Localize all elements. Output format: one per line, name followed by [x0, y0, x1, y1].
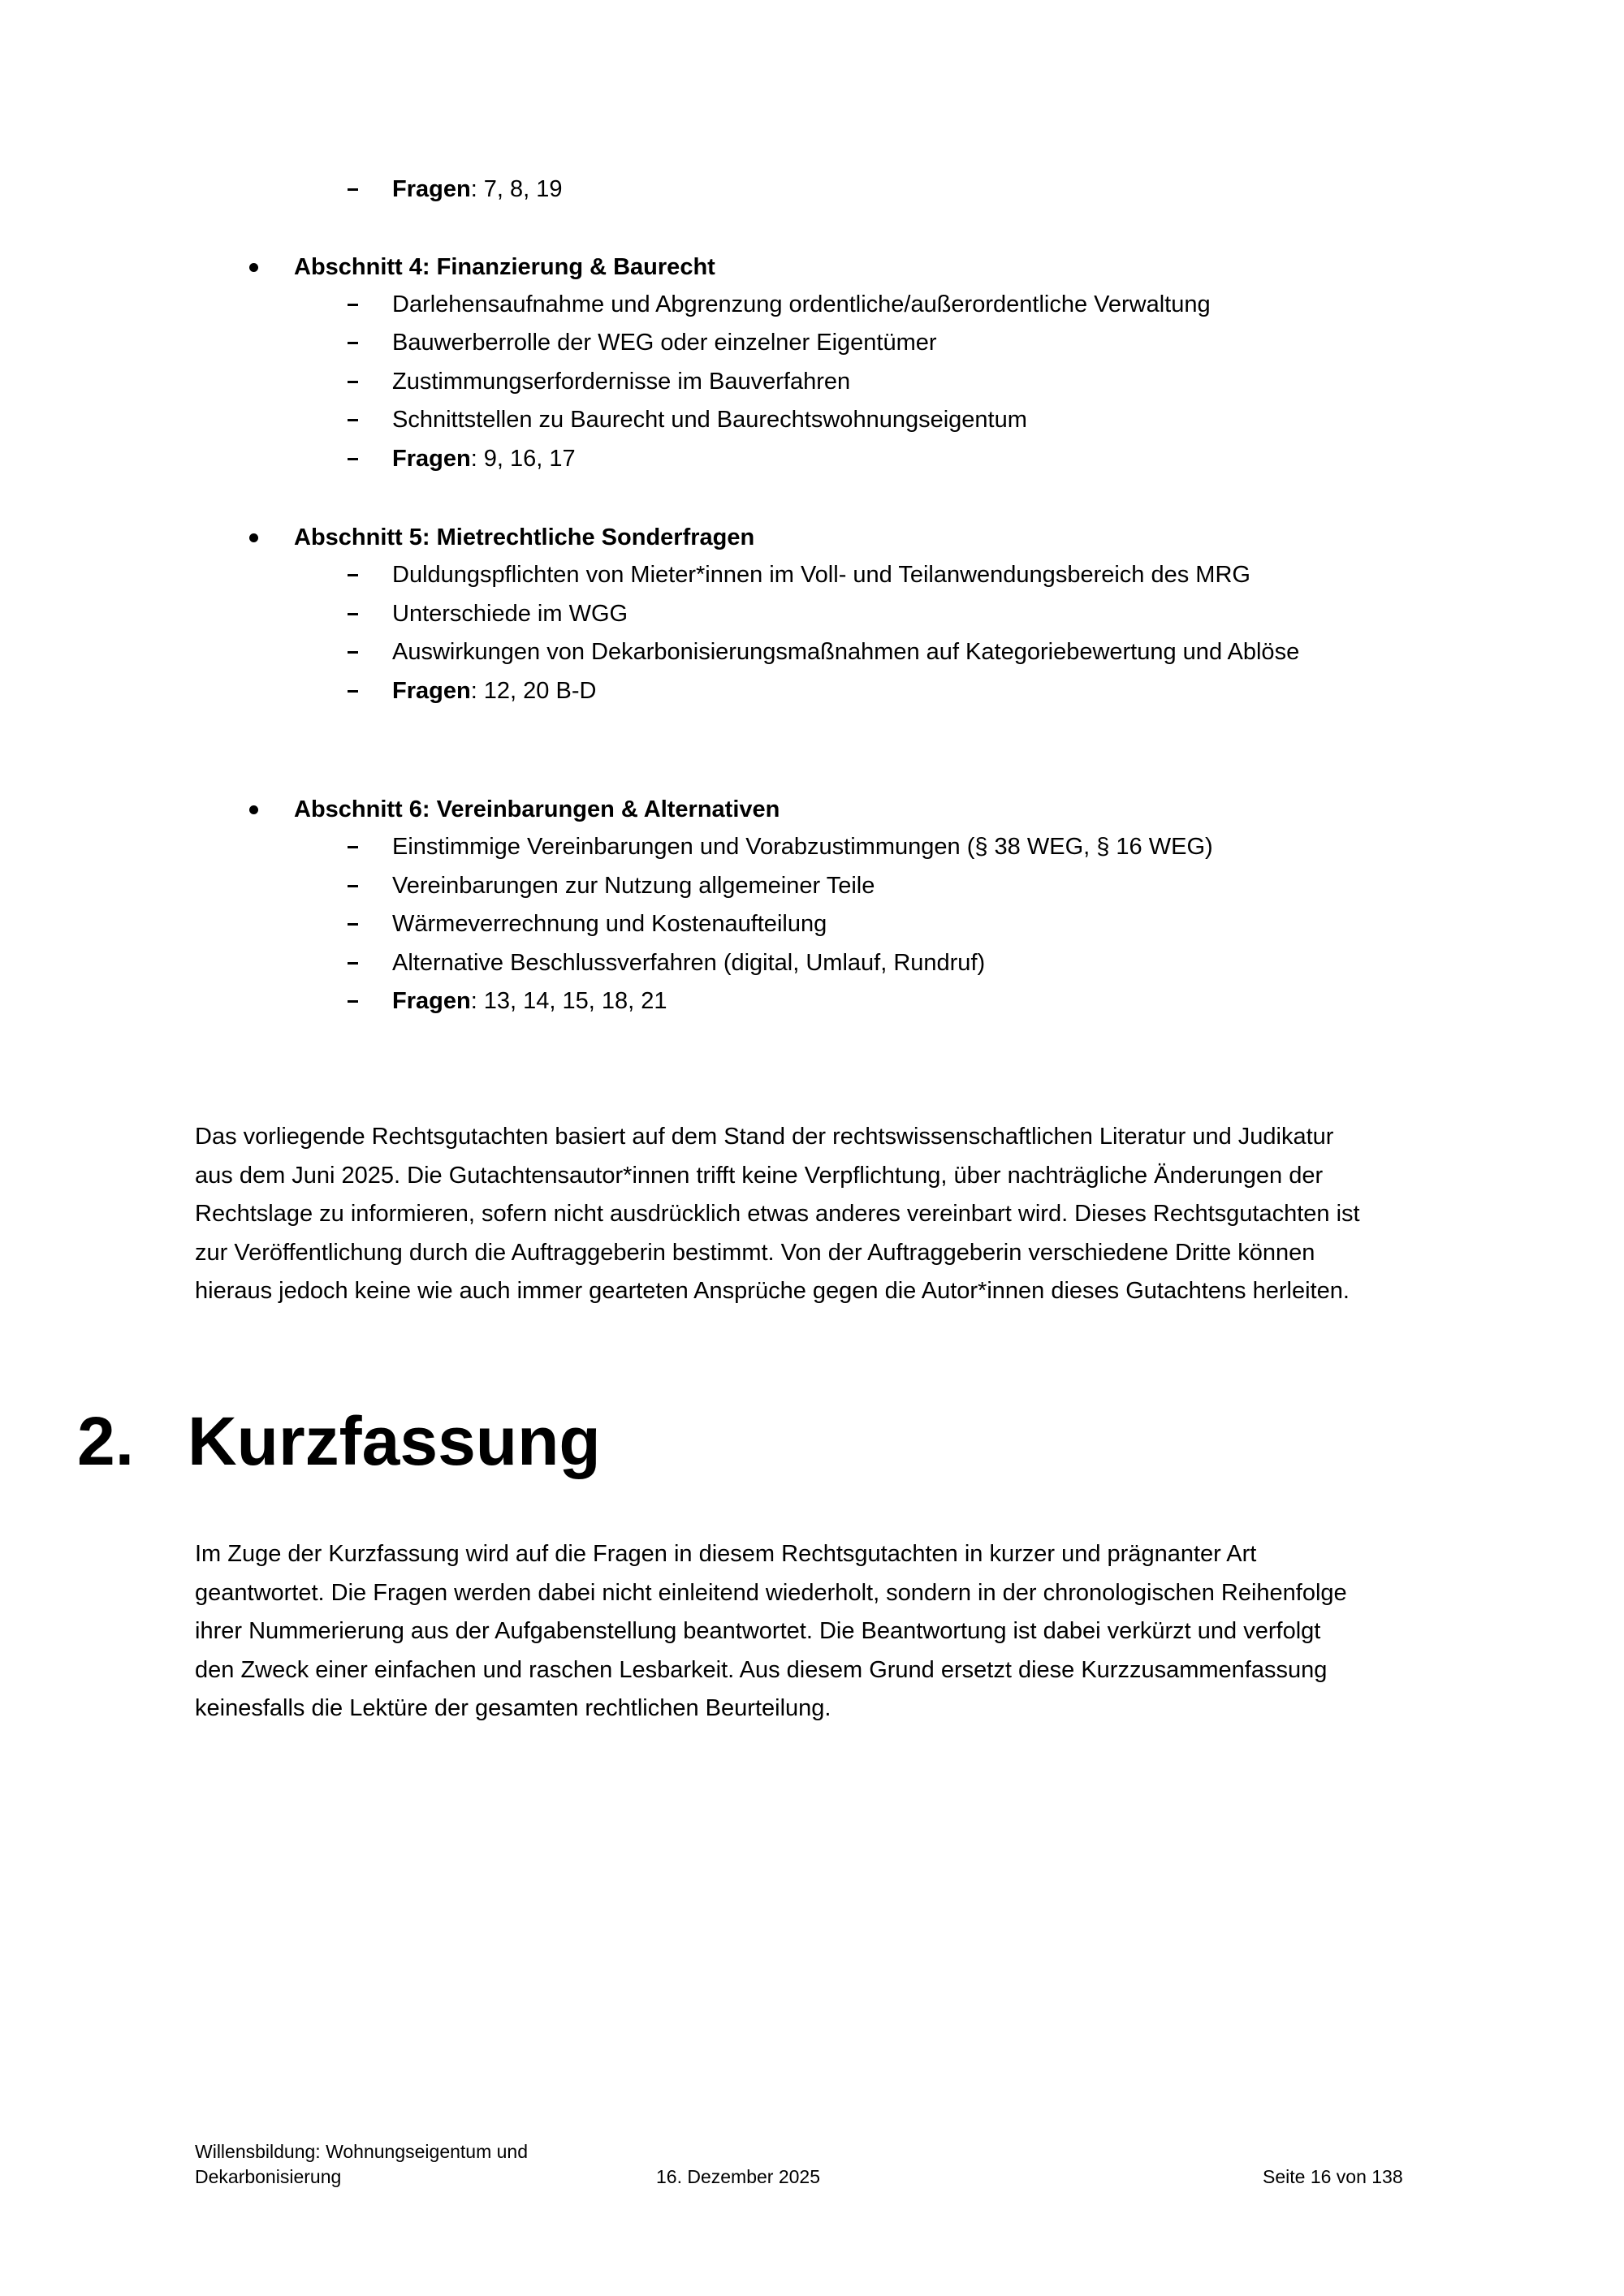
list-item: Schnittstellen zu Baurecht und Baurechtswohnungseigentum: [392, 407, 1027, 433]
list-item: Duldungspflichten von Mieter*innen im Voll- und Teilanwendungsbereich des MRG: [392, 562, 1250, 588]
footer-doc-title-line2: Dekarbonisierung: [195, 2166, 342, 2187]
fragen-numbers: : 12, 20 B-D: [470, 678, 597, 704]
dash-icon: [348, 458, 358, 460]
dash-icon: [348, 381, 358, 383]
dash-icon: [348, 188, 358, 191]
dash-icon: [348, 342, 358, 344]
list-item: Einstimmige Vereinbarungen und Vorabzustimmungen (§ 38 WEG, § 16 WEG): [392, 834, 1213, 860]
dash-icon: [348, 574, 358, 576]
paragraph-line: geantwortet. Die Fragen werden dabei nicht einleitend wiederholt, sondern in der chronologischen Reihenfolge: [195, 1579, 1347, 1606]
footer-doc-title-line1: Willensbildung: Wohnungseigentum und: [195, 2141, 529, 2162]
section-heading-5: Abschnitt 5: Mietrechtliche Sonderfragen: [294, 524, 755, 550]
paragraph-line: Rechtslage zu informieren, sofern nicht ausdrücklich etwas anderes vereinbart wird. Dieses Rechtsgutachten ist: [195, 1201, 1360, 1227]
paragraph-line: aus dem Juni 2025. Die Gutachtensautor*innen trifft keine Verpflichtung, über nachträgliche Änderungen der: [195, 1162, 1324, 1189]
fragen-numbers: : 7, 8, 19: [470, 176, 563, 202]
list-item: Zustimmungserfordernisse im Bauverfahren: [392, 369, 851, 395]
list-item-fragen: [392, 675, 596, 707]
section-heading-4: Abschnitt 4: Finanzierung & Baurecht: [294, 254, 715, 280]
disclaimer-paragraph: [195, 1118, 1462, 1311]
paragraph-line: zur Veröffentlichung durch die Auftraggeberin bestimmt. Von der Auftraggeberin verschiedene Dritte können: [195, 1239, 1315, 1266]
list-item: Darlehensaufnahme und Abgrenzung ordentliche/außerordentliche Verwaltung: [392, 291, 1211, 317]
paragraph-line: den Zweck einer einfachen und raschen Lesbarkeit. Aus diesem Grund ersetzt diese Kurzzusammenfassung: [195, 1656, 1328, 1683]
paragraph-line: keinesfalls die Lektüre der gesamten rechtlichen Beurteilung.: [195, 1695, 831, 1721]
paragraph-line: Das vorliegende Rechtsgutachten basiert auf dem Stand der rechtswissenschaftlichen Literatur und Judikatur: [195, 1124, 1334, 1150]
summary-paragraph: [195, 1535, 1462, 1728]
dash-icon: [348, 846, 358, 848]
dash-icon: [348, 419, 358, 421]
list-item: Alternative Beschlussverfahren (digital, Umlauf, Rundruf): [392, 950, 986, 976]
fragen-label: Fragen: [392, 176, 471, 202]
list-item-fragen: [392, 173, 563, 205]
dash-icon: [348, 1000, 358, 1003]
dash-icon: [348, 923, 358, 926]
bullet-icon: [249, 263, 258, 272]
dash-icon: [348, 304, 358, 306]
list-item: Auswirkungen von Dekarbonisierungsmaßnahmen auf Kategoriebewertung und Ablöse: [392, 639, 1300, 665]
footer-date: 16. Dezember 2025: [656, 2166, 821, 2187]
list-item-fragen: [392, 985, 667, 1017]
dash-icon: [348, 651, 358, 654]
bullet-icon: [249, 805, 258, 814]
dash-icon: [348, 690, 358, 693]
section-heading-6: Abschnitt 6: Vereinbarungen & Alternativen: [294, 796, 780, 822]
paragraph-line: hieraus jedoch keine wie auch immer gearteten Ansprüche gegen die Autor*innen dieses Gutachtens herleiten.: [195, 1278, 1350, 1304]
chapter-number: 2.: [77, 1403, 135, 1479]
fragen-numbers: : 13, 14, 15, 18, 21: [470, 988, 667, 1014]
footer-page-number: Seite 16 von 138: [1263, 2166, 1403, 2187]
dash-icon: [348, 962, 358, 965]
list-item-fragen: [392, 442, 576, 475]
paragraph-line: Im Zuge der Kurzfassung wird auf die Fragen in diesem Rechtsgutachten in kurzer und prägnanter Art: [195, 1541, 1257, 1567]
paragraph-line: ihrer Nummerierung aus der Aufgabenstellung beantwortet. Die Beantwortung ist dabei verkürzt und verfolgt: [195, 1618, 1321, 1644]
dash-icon: [348, 885, 358, 887]
fragen-label: Fragen: [392, 678, 471, 704]
list-item: Vereinbarungen zur Nutzung allgemeiner Teile: [392, 873, 875, 899]
chapter-title: Kurzfassung: [188, 1403, 601, 1479]
list-item: Unterschiede im WGG: [392, 601, 628, 627]
fragen-label: Fragen: [392, 988, 471, 1014]
fragen-numbers: : 9, 16, 17: [470, 446, 576, 472]
fragen-label: Fragen: [392, 446, 471, 472]
bullet-icon: [249, 533, 258, 542]
list-item: Bauwerberrolle der WEG oder einzelner Eigentümer: [392, 330, 937, 356]
list-item: Wärmeverrechnung und Kostenaufteilung: [392, 911, 827, 937]
dash-icon: [348, 613, 358, 615]
